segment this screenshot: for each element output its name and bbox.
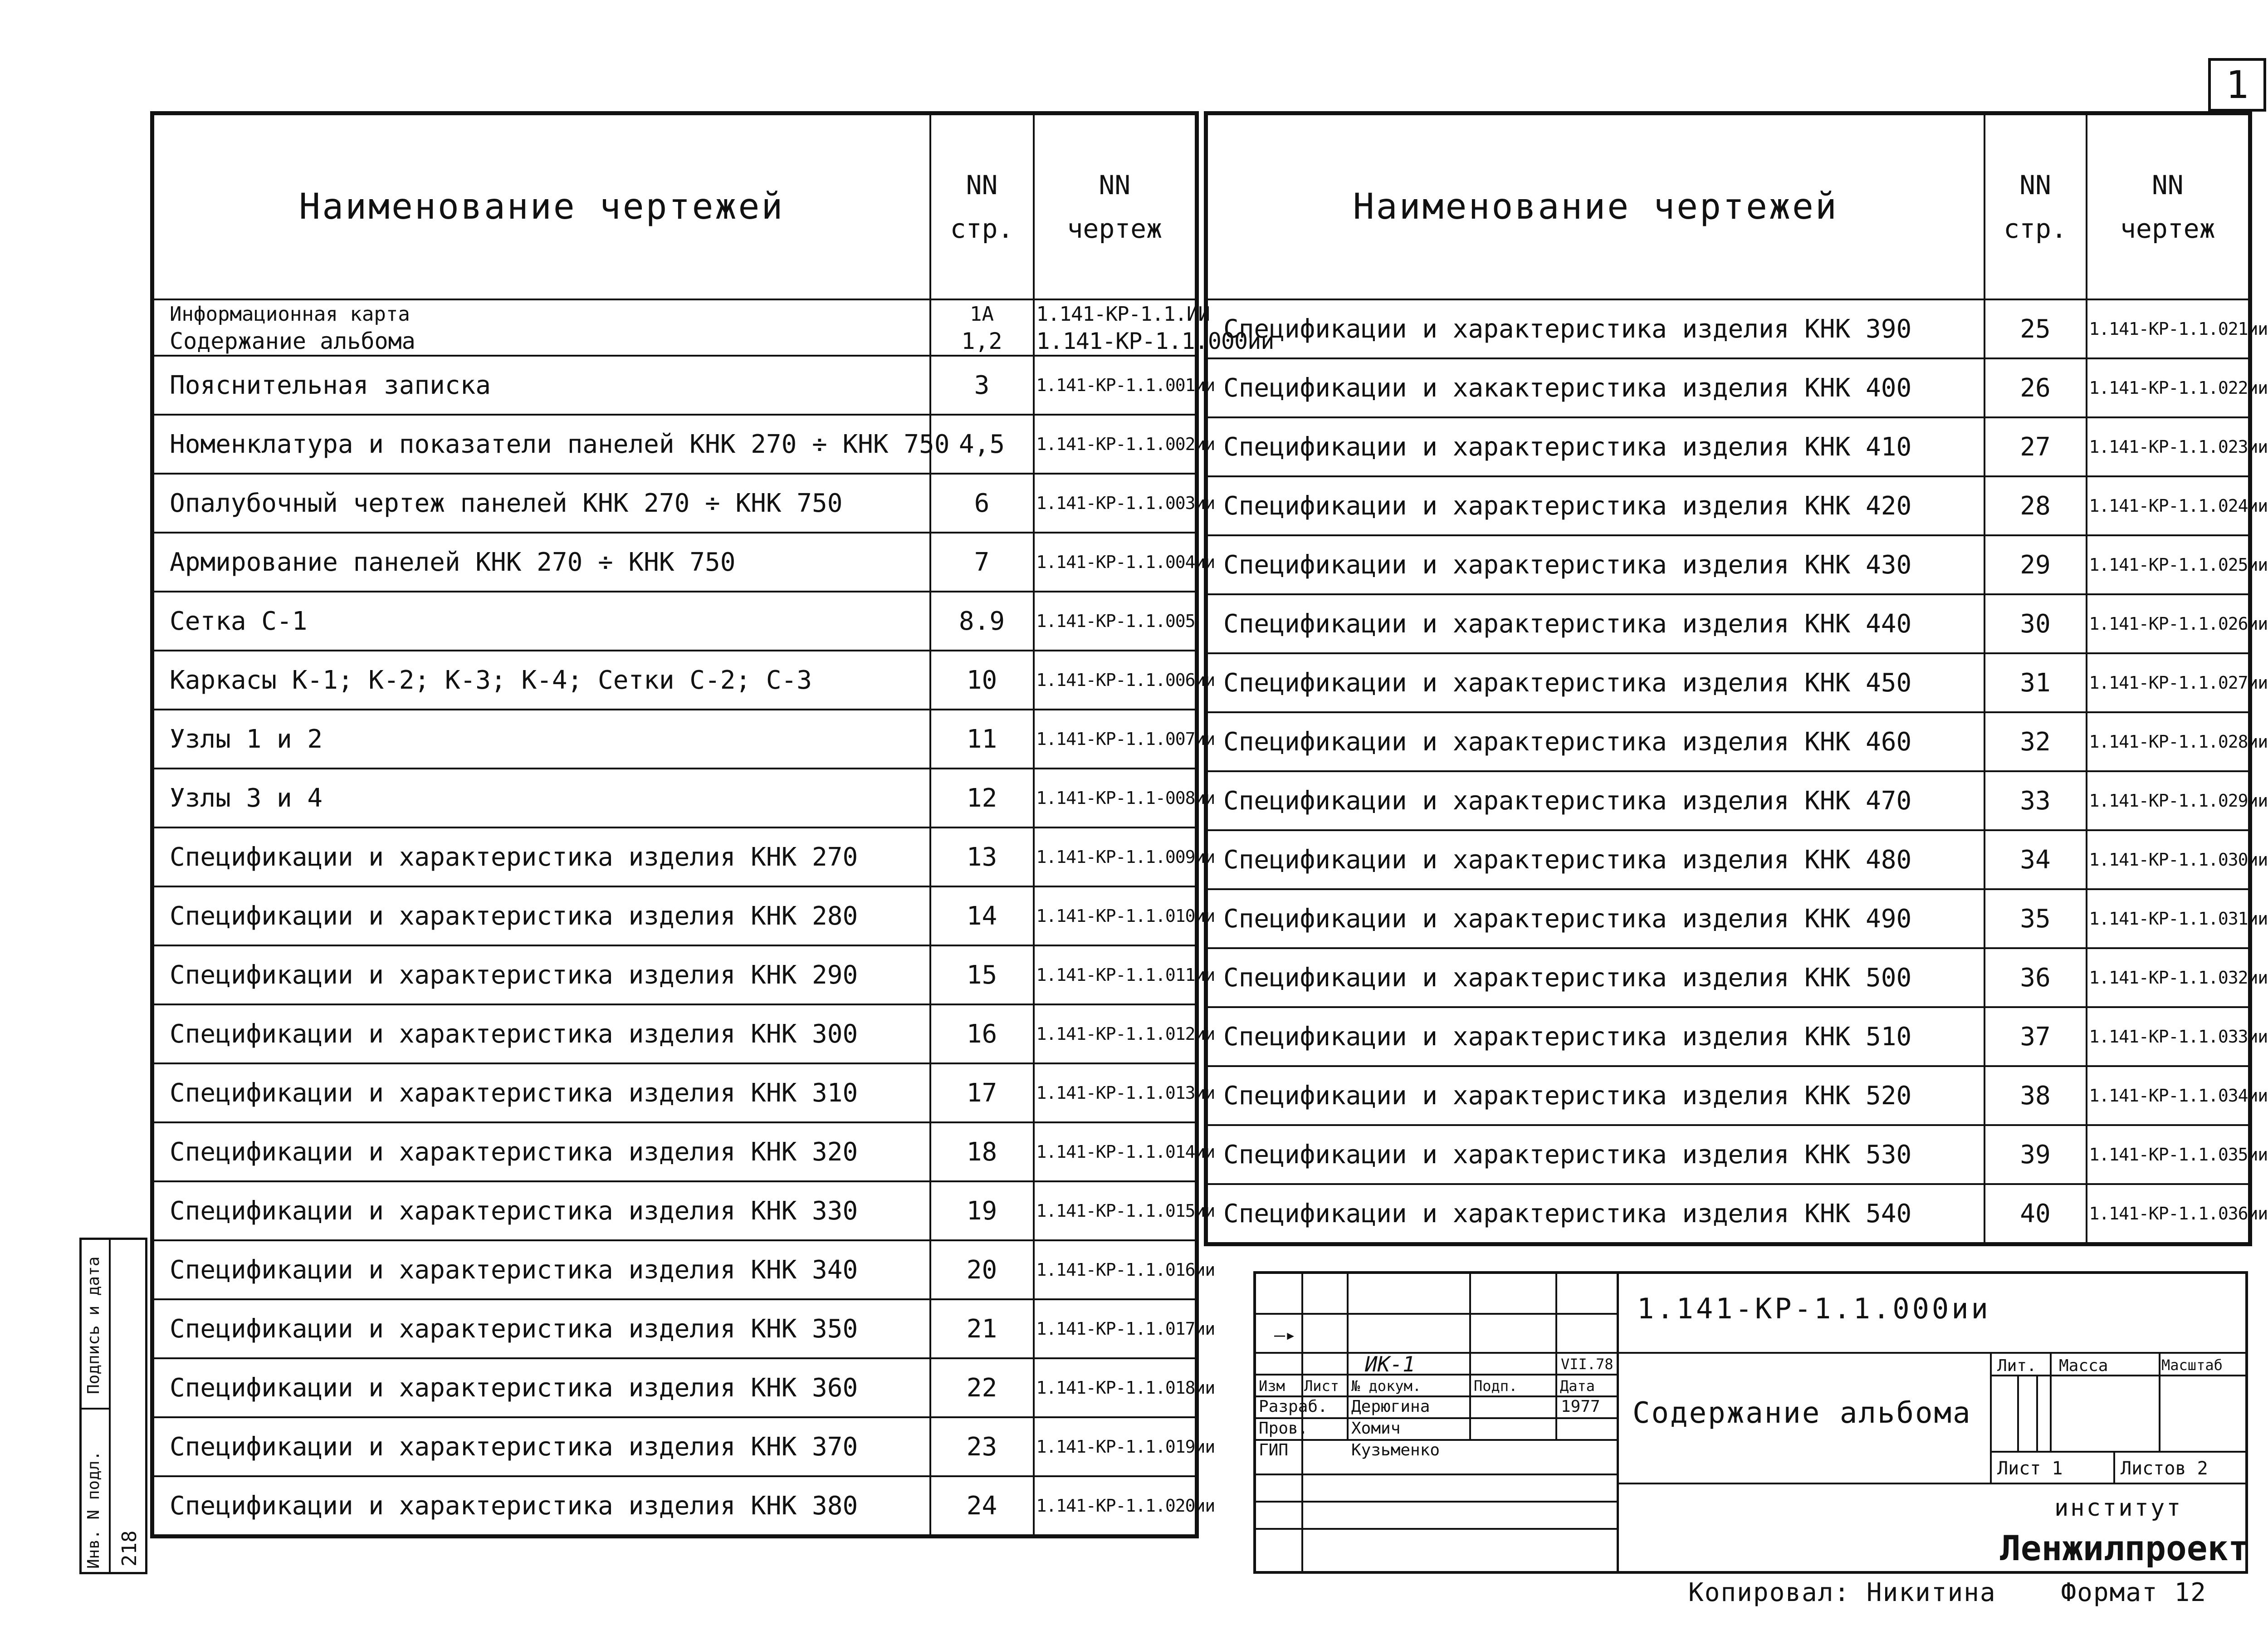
drawing-number: 1.141-КР-1.1.033ии <box>2087 1007 2250 1066</box>
table-row <box>152 415 1197 474</box>
page-number: 11 <box>930 710 1034 769</box>
drawing-name: Спецификации и характеристика изделия КНК 420 <box>1206 476 1984 535</box>
mass-label: Масса <box>2059 1356 2108 1375</box>
drawing-name: Спецификации и характеристика изделия КНК 350 <box>152 1299 930 1358</box>
header-drawing <box>1034 113 1197 300</box>
sheet-number: 1 <box>2208 58 2266 112</box>
drawing-name: Каркасы К-1; К-2; К-3; К-4; Сетки С-2; С-3 <box>152 651 930 710</box>
col-sign: Подп. <box>1474 1377 1518 1395</box>
table-row <box>1206 771 2250 830</box>
drawing-number: 1.141-КР-1.1.015ии <box>1034 1181 1197 1240</box>
page-number: 32 <box>1984 712 2087 771</box>
page-number: 14 <box>930 886 1034 945</box>
drawing-number: 1.141-КР-1.1.029ии <box>2087 771 2250 830</box>
drawing-number: 1.141-КР-1.1.002ии <box>1034 415 1197 474</box>
drawing-number: 1.141-КР-1.1.021ии <box>2087 299 2250 358</box>
header-drawing-nn: NN <box>2151 170 2184 201</box>
sheet-label: Лист 1 <box>1997 1458 2063 1479</box>
drawing-name: Пояснительная записка <box>152 356 930 415</box>
drawing-number: 1.141-КР-1.1.012ии <box>1034 1004 1197 1063</box>
drawing-name: Спецификации и характеристика изделия КНК 390 <box>1206 299 1984 358</box>
drawing-number: 1.141-КР-1.1.013ии <box>1034 1063 1197 1122</box>
org-name: Ленжилпроект <box>2000 1528 2249 1568</box>
drawing-name: Спецификации и характеристика изделия КНК 290 <box>152 945 930 1004</box>
header-page-label: стр. <box>950 213 1014 244</box>
page-number: 4,5 <box>930 415 1034 474</box>
drawing-name: Спецификации и характеристика изделия КНК 360 <box>152 1358 930 1417</box>
col-izm: Изм <box>1259 1377 1285 1395</box>
sign-date-label: Подпись и дата <box>84 1256 103 1394</box>
page-number: 7 <box>930 533 1034 592</box>
doc-code: 1.141-КР-1.1.000ии <box>1637 1292 1991 1325</box>
page-number: 40 <box>1984 1184 2087 1244</box>
page-number: 28 <box>1984 476 2087 535</box>
table-row <box>152 592 1197 651</box>
drawing-number: 1.141-КР-1.1.028ии <box>2087 712 2250 771</box>
drawing-name: Спецификации и характеристика изделия КНК 520 <box>1206 1066 1984 1125</box>
table-row <box>152 1122 1197 1181</box>
table-row <box>1206 476 2250 535</box>
page-number: 24 <box>930 1476 1034 1537</box>
header-page <box>1984 113 2087 300</box>
change-mark-arrow: —▸ <box>1274 1325 1296 1346</box>
role-date: 1977 <box>1561 1397 1600 1416</box>
col-date: Дата <box>1560 1377 1595 1395</box>
drawing-number: 1.141-КР-1.1.006ии <box>1034 651 1197 710</box>
header-page-label: стр. <box>2004 213 2067 244</box>
drawing-name: Информационная карта <box>152 299 930 328</box>
page-number: 31 <box>1984 653 2087 712</box>
header-drawing <box>2087 113 2250 300</box>
drawing-number: 1.141-КР-1.1.016ии <box>1034 1240 1197 1299</box>
drawing-number: 1.141-КР-1.1.009ии <box>1034 827 1197 886</box>
role-label: Разраб. <box>1259 1397 1328 1416</box>
table-row <box>152 328 1197 356</box>
page-number: 36 <box>1984 948 2087 1007</box>
side-stamp <box>79 1238 147 1574</box>
inv-value: 218 <box>118 1530 141 1567</box>
sheets-label: Листов 2 <box>2121 1458 2208 1479</box>
drawing-number: 1.141-КР-1.1.036ии <box>2087 1184 2250 1244</box>
table-row <box>152 1063 1197 1122</box>
page-number: 21 <box>930 1299 1034 1358</box>
table-row <box>1206 417 2250 476</box>
page-number: 1А <box>930 299 1034 328</box>
drawing-number: 1.141-КР-1.1.031ии <box>2087 889 2250 948</box>
drawing-number: 1.141-КР-1.1.027ии <box>2087 653 2250 712</box>
table-row <box>152 474 1197 533</box>
page-number: 35 <box>1984 889 2087 948</box>
drawing-name: Спецификации и характеристика изделия КНК 490 <box>1206 889 1984 948</box>
page-number: 22 <box>930 1358 1034 1417</box>
drawing-name: Спецификации и характеристика изделия КНК 460 <box>1206 712 1984 771</box>
table-row <box>1206 948 2250 1007</box>
drawing-number: 1.141-КР-1.1.005 <box>1034 592 1197 651</box>
page-number: 26 <box>1984 358 2087 417</box>
format-label: Формат 12 <box>2061 1578 2207 1607</box>
drawing-name: Спецификации и характеристика изделия КНК 380 <box>152 1476 930 1537</box>
drawing-name: Спецификации и характеристика изделия КНК 500 <box>1206 948 1984 1007</box>
table-header-row <box>1206 113 2250 300</box>
drawing-number: 1.141-КР-1.1.030ии <box>2087 830 2250 889</box>
drawing-number: 1.141-КР-1.1.035ии <box>2087 1125 2250 1184</box>
drawing-number: 1.141-КР-1.1.018ии <box>1034 1358 1197 1417</box>
drawing-name: Узлы 1 и 2 <box>152 710 930 769</box>
page-number: 27 <box>1984 417 2087 476</box>
header-page-nn: NN <box>2019 170 2051 201</box>
drawing-number: 1.141-КР-1.1-008ии <box>1034 769 1197 827</box>
drawing-number: 1.141-КР-1.1.007ии <box>1034 710 1197 769</box>
scale-label: Масштаб <box>2161 1356 2223 1374</box>
drawing-number: 1.141-КР-1.1.ИИ <box>1034 299 1197 328</box>
drawing-name: Спецификации и характеристика изделия КНК 480 <box>1206 830 1984 889</box>
header-drawing-nn: NN <box>1099 170 1131 201</box>
page-number: 33 <box>1984 771 2087 830</box>
page-number: 13 <box>930 827 1034 886</box>
table-row <box>1206 1125 2250 1184</box>
drawing-name: Армирование панелей КНК 270 ÷ КНК 750 <box>152 533 930 592</box>
table-row <box>152 356 1197 415</box>
drawing-number: 1.141-КР-1.1.022ии <box>2087 358 2250 417</box>
drawing-number: 1.141-КР-1.1.024ии <box>2087 476 2250 535</box>
title-block <box>1253 1271 2248 1574</box>
page-number: 38 <box>1984 1066 2087 1125</box>
drawing-name: Спецификации и характеристика изделия КНК 280 <box>152 886 930 945</box>
drawing-name: Спецификации и характеристика изделия КНК 270 <box>152 827 930 886</box>
header-name: Наименование чертежей <box>152 113 930 300</box>
person-name: Дерюгина <box>1351 1397 1430 1416</box>
drawing-number: 1.141-КР-1.1.020ии <box>1034 1476 1197 1537</box>
drawing-number: 1.141-КР-1.1.019ии <box>1034 1417 1197 1476</box>
page-number: 39 <box>1984 1125 2087 1184</box>
table-row <box>1206 889 2250 948</box>
drawing-name: Спецификации и характеристика изделия КНК 540 <box>1206 1184 1984 1244</box>
drawing-number: 1.141-КР-1.1.003ии <box>1034 474 1197 533</box>
drawing-name: Спецификации и характеристика изделия КНК 410 <box>1206 417 1984 476</box>
role-label: Пров. <box>1259 1419 1308 1438</box>
header-page <box>930 113 1034 300</box>
page-number: 3 <box>930 356 1034 415</box>
copied-by: Копировал: Никитина <box>1688 1578 1996 1607</box>
table-row <box>152 299 1197 328</box>
drawing-number: 1.141-КР-1.1.025ии <box>2087 535 2250 594</box>
drawing-name: Спецификации и характеристика изделия КНК 450 <box>1206 653 1984 712</box>
page-number: 29 <box>1984 535 2087 594</box>
contents-table-right <box>1204 111 2268 1246</box>
drawing-name: Узлы 3 и 4 <box>152 769 930 827</box>
inv-label: Инв. N подл. <box>84 1450 103 1569</box>
table-row <box>152 886 1197 945</box>
page-number: 16 <box>930 1004 1034 1063</box>
table-row <box>1206 653 2250 712</box>
page-number: 17 <box>930 1063 1034 1122</box>
page-number: 10 <box>930 651 1034 710</box>
role-label: ГИП <box>1259 1441 1289 1459</box>
drawing-number: 1.141-КР-1.1.000ии <box>1034 328 1197 356</box>
change-date: VII.78 <box>1561 1356 1613 1373</box>
drawing-name: Спецификации и характеристика изделия КНК 320 <box>152 1122 930 1181</box>
table-row <box>152 1358 1197 1417</box>
table-row <box>1206 358 2250 417</box>
col-doc-num: № докум. <box>1351 1377 1422 1395</box>
col-list: Лист <box>1304 1377 1339 1395</box>
table-row <box>152 827 1197 886</box>
footer <box>1688 1578 2207 1607</box>
header-name: Наименование чертежей <box>1206 113 1984 300</box>
drawing-number: 1.141-КР-1.1.017ии <box>1034 1299 1197 1358</box>
drawing-name: Спецификации и характеристика изделия КНК 440 <box>1206 594 1984 653</box>
org-line1: институт <box>2054 1494 2183 1522</box>
drawing-number: 1.141-КР-1.1.011ии <box>1034 945 1197 1004</box>
table-row <box>152 1476 1197 1537</box>
header-page-nn: NN <box>966 170 998 201</box>
table-row <box>1206 299 2250 358</box>
person-name: Хомич <box>1351 1419 1401 1438</box>
page-number: 20 <box>930 1240 1034 1299</box>
page-number: 25 <box>1984 299 2087 358</box>
drawing-name: Спецификации и хакактеристика изделия КНК 400 <box>1206 358 1984 417</box>
drawing-number: 1.141-КР-1.1.001ии <box>1034 356 1197 415</box>
table-row <box>152 1299 1197 1358</box>
drawing-name: Спецификации и характеристика изделия КНК 370 <box>152 1417 930 1476</box>
header-drawing-label: чертеж <box>2120 213 2215 244</box>
drawing-number: 1.141-КР-1.1.010ии <box>1034 886 1197 945</box>
table-row <box>152 945 1197 1004</box>
table-row <box>1206 1007 2250 1066</box>
table-row <box>1206 1066 2250 1125</box>
page-number: 23 <box>930 1417 1034 1476</box>
drawing-name: Опалубочный чертеж панелей КНК 270 ÷ КНК 750 <box>152 474 930 533</box>
table-row <box>152 651 1197 710</box>
drawing-name: Спецификации и характеристика изделия КНК 300 <box>152 1004 930 1063</box>
change-mark: ИК-1 <box>1365 1352 1415 1376</box>
page-number: 6 <box>930 474 1034 533</box>
table-row <box>1206 1184 2250 1244</box>
person-name: Кузьменко <box>1351 1441 1440 1459</box>
drawing-number: 1.141-КР-1.1.032ии <box>2087 948 2250 1007</box>
table-row <box>152 1004 1197 1063</box>
table-row <box>1206 712 2250 771</box>
page-number: 19 <box>930 1181 1034 1240</box>
doc-title: Содержание альбома <box>1633 1396 1972 1430</box>
page-number: 37 <box>1984 1007 2087 1066</box>
drawing-name: Сетка С-1 <box>152 592 930 651</box>
page-number: 1,2 <box>930 328 1034 356</box>
drawing-number: 1.141-КР-1.1.014ии <box>1034 1122 1197 1181</box>
header-drawing-label: чертеж <box>1067 213 1162 244</box>
drawing-name: Спецификации и характеристика изделия КНК 430 <box>1206 535 1984 594</box>
drawing-name: Спецификации и характеристика изделия КНК 470 <box>1206 771 1984 830</box>
drawing-name: Спецификации и характеристика изделия КНК 530 <box>1206 1125 1984 1184</box>
drawing-number: 1.141-КР-1.1.004ии <box>1034 533 1197 592</box>
table-row <box>1206 594 2250 653</box>
drawing-name: Спецификации и характеристика изделия КНК 510 <box>1206 1007 1984 1066</box>
drawing-name: Содержание альбома <box>152 328 930 356</box>
drawing-name: Спецификации и характеристика изделия КНК 340 <box>152 1240 930 1299</box>
drawing-name: Спецификации и характеристика изделия КНК 310 <box>152 1063 930 1122</box>
page-number: 8.9 <box>930 592 1034 651</box>
table-row <box>152 769 1197 827</box>
page-number: 30 <box>1984 594 2087 653</box>
table-row <box>152 1417 1197 1476</box>
table-row <box>152 1181 1197 1240</box>
page-number: 15 <box>930 945 1034 1004</box>
table-row <box>1206 535 2250 594</box>
table-header-row <box>152 113 1197 300</box>
lit-label: Лит. <box>1997 1356 2037 1375</box>
drawing-name: Спецификации и характеристика изделия КНК 330 <box>152 1181 930 1240</box>
drawing-name: Номенклатура и показатели панелей КНК 270 ÷ КНК 750 <box>152 415 930 474</box>
table-row <box>152 533 1197 592</box>
table-row <box>152 710 1197 769</box>
drawing-number: 1.141-КР-1.1.026ии <box>2087 594 2250 653</box>
table-row <box>152 1240 1197 1299</box>
page-number: 34 <box>1984 830 2087 889</box>
page-number: 18 <box>930 1122 1034 1181</box>
drawing-number: 1.141-КР-1.1.034ии <box>2087 1066 2250 1125</box>
drawing-number: 1.141-КР-1.1.023ии <box>2087 417 2250 476</box>
page-number: 12 <box>930 769 1034 827</box>
table-row <box>1206 830 2250 889</box>
